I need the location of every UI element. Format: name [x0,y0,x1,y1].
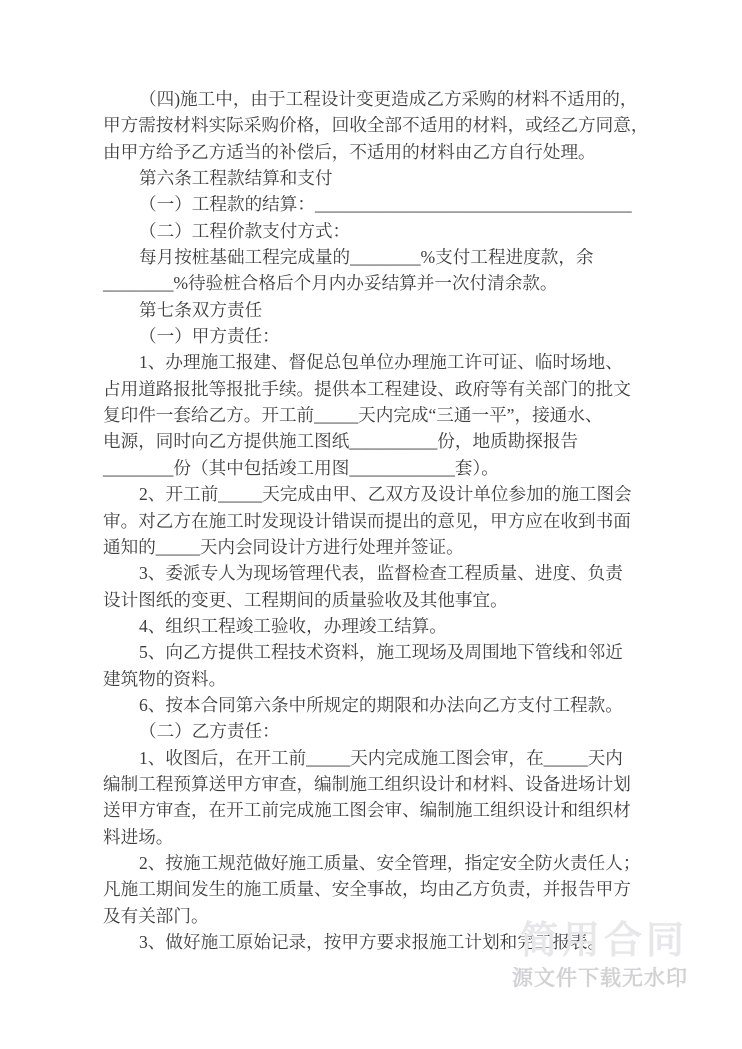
text-line: 3、委派专人为现场管理代表，监督检查工程质量、进度、负责 [139,563,623,584]
text-line: （二）乙方责任： [139,721,280,742]
watermark-title: 简用合同 [519,920,688,962]
text-line: （一）工程款的结算：____________________________________ [139,194,632,215]
text-line: 占用道路报批等报批手续。提供本工程建设、政府等有关部门的批文 [103,378,631,399]
text-line: 3、做好施工原始记录，按甲方要求报施工计划和完工报表。 [139,932,606,952]
text-line: 审。对乙方在施工时发现设计错误而提出的意见，甲方应在收到书面 [103,510,631,531]
text-line: 料进场。 [103,826,174,847]
watermark-subtitle: 源文件下载无水印 [512,967,688,990]
text-line: 第七条双方责任 [139,299,263,320]
text-line: 电源，同时向乙方提供施工图纸__________份，地质勘探报告 [103,431,579,452]
text-line: 通知的_____天内会同设计方进行处理并签证。 [103,536,464,557]
text-line: （一）甲方责任： [139,326,280,347]
text-line: 每月按桩基础工程完成量的________%支付工程进度款，余 [139,247,594,268]
text-line: 1、收图后，在开工前_____天内完成施工图会审，在_____天内 [139,747,623,768]
text-line: ________份（其中包括竣工用图____________套）。 [103,457,499,478]
text-line: （二）工程价款支付方式： [139,220,351,241]
text-line: 2、开工前_____天完成由甲、乙双方及设计单位参加的施工图会 [139,484,632,505]
text-line: 及有关部门。 [103,905,209,926]
text-line: 编制工程预算送甲方审查，编制施工组织设计和材料、设备进场计划 [103,773,631,794]
text-line: 2、按施工规范做好施工质量、安全管理，指定安全防火责任人； [139,852,641,873]
text-line: 4、组织工程竣工验收，办理竣工结算。 [139,615,447,636]
text-line: 复印件一套给乙方。开工前_____天内完成“三通一平”，接通水、 [103,405,603,426]
text-line: 1、办理施工报建、督促总包单位办理施工许可证、临时场地、 [139,352,623,373]
text-line: 5、向乙方提供工程技术资料，施工现场及周围地下管线和邻近 [139,642,623,663]
text-line: 由甲方给予乙方适当的补偿后，不适用的材料由乙方自行处理。 [103,141,596,162]
text-line: 建筑物的资料。 [103,668,227,689]
text-line: 6、按本合同第六条中所规定的期限和办法向乙方支付工程款。 [139,694,623,715]
text-line: 甲方需按材料实际采购价格，回收全部不适用的材料，或经乙方同意， [103,115,649,136]
text-line: 凡施工期间发生的施工质量、安全事故，均由乙方负责，并报告甲方 [103,879,631,900]
text-line: 设计图纸的变更、工程期间的质量验收及其他事宜。 [103,589,508,610]
text-line: （四)施工中，由于工程设计变更造成乙方采购的材料不适用的， [139,89,638,109]
document-body [103,86,649,955]
text-line: ________%待验桩合格后个月内办妥结算并一次付清余款。 [103,273,558,294]
text-line: 送甲方审查，在开工前完成施工图会审、编制施工组织设计和组织材 [103,800,631,821]
text-line: 第六条工程款结算和支付 [139,168,333,189]
